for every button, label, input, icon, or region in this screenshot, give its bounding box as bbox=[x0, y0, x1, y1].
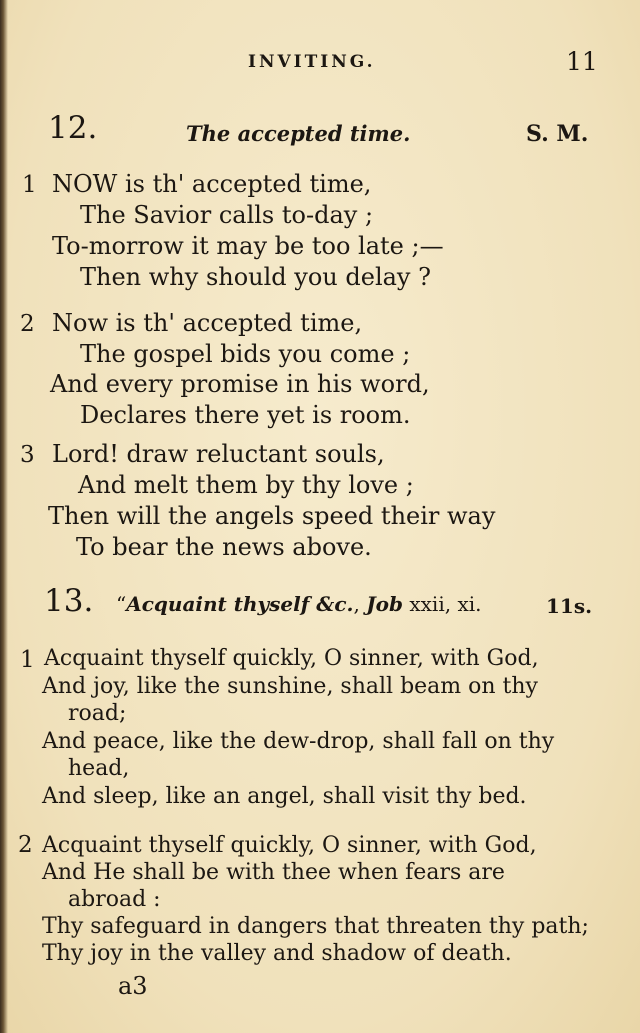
printer-signature: a3 bbox=[118, 972, 148, 1000]
verse-line: Thy joy in the valley and shadow of death. bbox=[42, 941, 512, 966]
verse-line: Declares there yet is room. bbox=[80, 401, 411, 429]
verse-line: And sleep, like an angel, shall visit thy bed. bbox=[42, 784, 527, 809]
verse-line: head, bbox=[68, 756, 130, 781]
hymn-title bbox=[116, 592, 481, 616]
verse-line: To bear the news above. bbox=[76, 533, 372, 561]
verse-line: Acquaint thyself quickly, O sinner, with God, bbox=[42, 833, 537, 858]
page-number: 11 bbox=[566, 47, 598, 76]
hymn-title: The accepted time. bbox=[186, 121, 411, 146]
title-comma: , bbox=[353, 592, 360, 616]
verse-number: 1 bbox=[22, 172, 37, 198]
hymn-number: 12. bbox=[48, 110, 98, 146]
verse-line: Lord! draw reluctant souls, bbox=[52, 440, 385, 468]
verse-line: And every promise in his word, bbox=[50, 370, 430, 398]
verse-line: Acquaint thyself quickly, O sinner, with God, bbox=[44, 646, 539, 671]
verse-line: The Savior calls to-day ; bbox=[80, 201, 374, 229]
hymn-meter: S. M. bbox=[526, 121, 589, 147]
verse-line: To-morrow it may be too late ;— bbox=[52, 232, 444, 260]
verse-number: 2 bbox=[18, 832, 33, 858]
hymn-meter: 11s. bbox=[546, 594, 593, 618]
verse-line: Thy safeguard in dangers that threaten thy path; bbox=[42, 914, 589, 939]
binding-edge bbox=[0, 0, 8, 1033]
verse-line: And joy, like the sunshine, shall beam on thy bbox=[42, 674, 538, 699]
verse-number: 1 bbox=[20, 647, 35, 673]
hymn-number: 13. bbox=[44, 583, 94, 619]
hymn-title-text: Acquaint thyself &c. bbox=[126, 592, 354, 616]
verse-number: 2 bbox=[20, 311, 35, 337]
verse-line: And He shall be with thee when fears are bbox=[42, 860, 505, 885]
verse-line: And melt them by thy love ; bbox=[78, 471, 414, 499]
verse-line: Then will the angels speed their way bbox=[48, 502, 496, 530]
verse-line: road; bbox=[68, 701, 127, 726]
verse-line: And peace, like the dew-drop, shall fall on thy bbox=[42, 729, 555, 754]
verse-number: 3 bbox=[20, 442, 35, 468]
scripture-book: Job bbox=[366, 592, 404, 616]
running-title: INVITING. bbox=[248, 52, 376, 72]
verse-line: Now is th' accepted time, bbox=[52, 309, 363, 337]
verse-line: abroad : bbox=[68, 887, 161, 912]
verse-line: NOW is th' accepted time, bbox=[52, 170, 372, 198]
verse-line: Then why should you delay ? bbox=[80, 263, 431, 291]
verse-line: The gospel bids you come ; bbox=[80, 340, 411, 368]
open-quote: “ bbox=[116, 592, 127, 616]
scripture-reference: xxii, xi. bbox=[409, 592, 482, 616]
